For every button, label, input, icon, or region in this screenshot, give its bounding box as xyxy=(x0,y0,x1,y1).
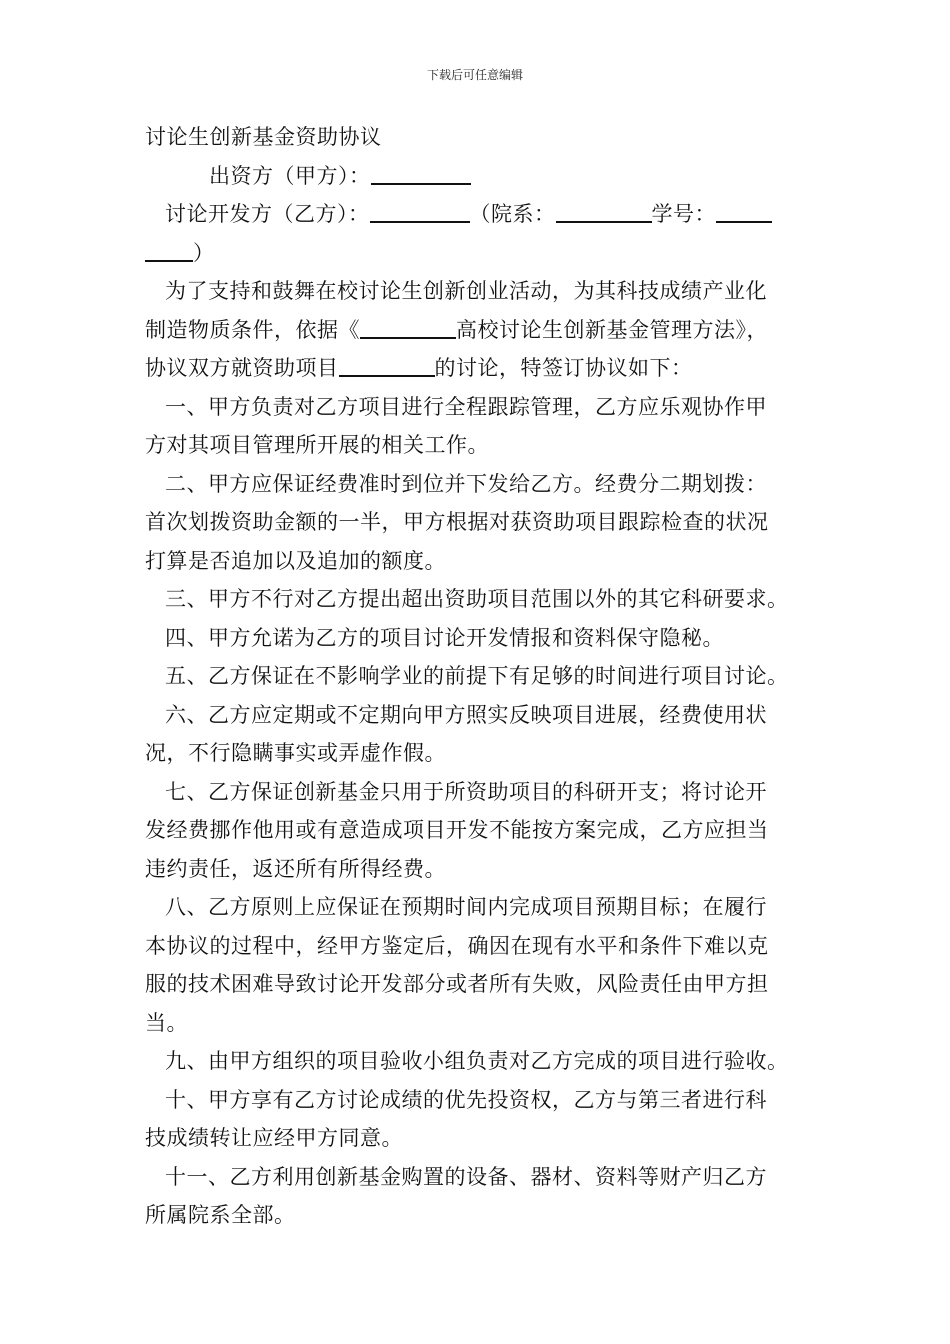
clause-line: 服的技术困难导致讨论开发部分或者所有失败，风险责任由甲方担 xyxy=(145,972,769,996)
student-id-blank-cont[interactable] xyxy=(145,236,193,262)
intro-line-1: 为了支持和鼓舞在校讨论生创新创业活动，为其科技成绩产业化 xyxy=(165,279,767,303)
clause-first-line: 八、乙方原则上应保证在预期时间内完成项目预期目标；在履行 xyxy=(165,895,767,919)
clause-line: 首次划拨资助金额的一半，甲方根据对获资助项目跟踪检查的状况 xyxy=(145,510,769,534)
student-id-blank[interactable] xyxy=(716,197,772,223)
clause xyxy=(145,1158,805,1235)
intro-line-3 xyxy=(145,349,805,388)
clause-line: 发经费挪作他用或有意造成项目开发不能按方案完成，乙方应担当 xyxy=(145,818,769,842)
party-a-label: 出资方（甲方）： xyxy=(209,163,371,188)
document-body xyxy=(145,118,805,1235)
clause xyxy=(145,657,805,696)
clause xyxy=(145,580,805,619)
dept-label: （院系： xyxy=(469,202,556,226)
party-a-blank[interactable] xyxy=(371,159,471,185)
clause xyxy=(145,888,805,1042)
clause-first-line: 五、乙方保证在不影响学业的前提下有足够的时间进行项目讨论。 xyxy=(165,664,789,688)
clause-line: 当。 xyxy=(145,1010,188,1035)
clause-first-line: 九、由甲方组织的项目验收小组负责对乙方完成的项目进行验收。 xyxy=(165,1049,789,1073)
party-b-close: ） xyxy=(193,240,215,265)
intro-line-3-end: 的讨论，特签订协议如下： xyxy=(434,356,693,380)
intro-line-3-start: 协议双方就资助项目 xyxy=(145,356,339,380)
clause-line: 本协议的过程中，经甲方鉴定后，确因在现有水平和条件下难以克 xyxy=(145,933,769,958)
clause-first-line: 六、乙方应定期或不定期向甲方照实反映项目进展，经费使用状 xyxy=(165,702,767,727)
clause-first-line: 十一、乙方利用创新基金购置的设备、器材、资料等财产归乙方 xyxy=(165,1164,767,1189)
clause xyxy=(145,388,805,465)
clause-line: 况，不行隐瞒事实或弄虚作假。 xyxy=(145,741,446,765)
clause xyxy=(145,619,805,658)
party-a-line xyxy=(145,157,805,196)
intro-line-2-start: 制造物质条件，依据《 xyxy=(145,317,360,342)
clause xyxy=(145,1081,805,1158)
party-b-label: 讨论开发方（乙方）： xyxy=(165,202,370,226)
university-blank[interactable] xyxy=(360,313,456,339)
clause-first-line: 四、甲方允诺为乙方的项目讨论开发情报和资料保守隐秘。 xyxy=(165,625,724,650)
clause-first-line: 一、甲方负责对乙方项目进行全程跟踪管理，乙方应乐观协作甲 xyxy=(165,394,767,419)
clause-list xyxy=(145,388,805,1235)
intro-line-2-end: 高校讨论生创新基金管理方法》， xyxy=(456,317,768,342)
clause-line: 技成绩转让应经甲方同意。 xyxy=(145,1126,403,1150)
clause xyxy=(145,1042,805,1081)
clause-line: 打算是否追加以及追加的额度。 xyxy=(145,548,446,573)
clause-line: 违约责任，返还所有所得经费。 xyxy=(145,856,446,881)
intro-line-2 xyxy=(145,311,805,350)
document-title: 讨论生创新基金资助协议 xyxy=(145,125,382,149)
project-blank[interactable] xyxy=(339,351,435,377)
party-b-line-cont xyxy=(145,234,805,273)
clause xyxy=(145,773,805,889)
party-b-line xyxy=(145,195,805,234)
clause-first-line: 七、乙方保证创新基金只用于所资助项目的科研开支；将讨论开 xyxy=(165,779,767,804)
clause xyxy=(145,465,805,581)
clause-first-line: 十、甲方享有乙方讨论成绩的优先投资权，乙方与第三者进行科 xyxy=(165,1087,767,1112)
clause-line: 方对其项目管理所开展的相关工作。 xyxy=(145,433,489,457)
clause-first-line: 二、甲方应保证经费准时到位并下发给乙方。经费分二期划拨： xyxy=(165,471,767,496)
page-header-note: 下载后可任意编辑 xyxy=(426,68,523,82)
clause-line: 所属院系全部。 xyxy=(145,1203,296,1227)
party-b-name-blank[interactable] xyxy=(370,197,470,223)
student-id-label: 学号： xyxy=(651,202,716,226)
dept-blank[interactable] xyxy=(556,197,652,223)
clause xyxy=(145,696,805,773)
clause-first-line: 三、甲方不行对乙方提出超出资助项目范围以外的其它科研要求。 xyxy=(165,587,789,611)
